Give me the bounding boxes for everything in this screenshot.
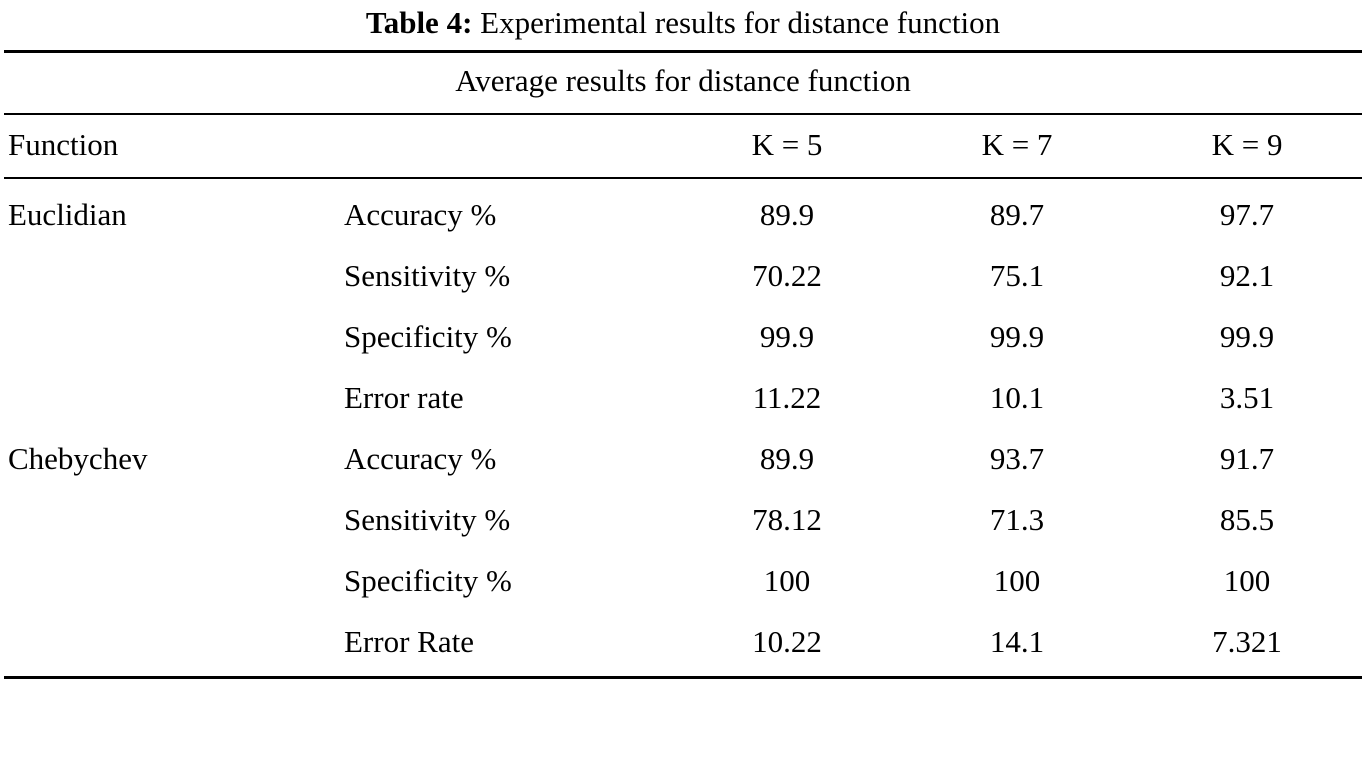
cell-metric: Accuracy %: [344, 441, 497, 476]
table-caption: [4, 0, 1362, 50]
column-header-k5: K = 5: [672, 114, 902, 178]
cell-k5: 89.9: [759, 441, 815, 476]
cell-function: [4, 611, 344, 676]
cell-metric: Error rate: [344, 380, 464, 415]
table-row: [4, 306, 1362, 367]
cell-k7: 10.1: [989, 380, 1045, 415]
cell-k7: 71.3: [989, 502, 1045, 537]
cell-function: Chebychev: [8, 441, 148, 476]
column-header-k7: K = 7: [902, 114, 1132, 178]
table-header: [4, 52, 1362, 179]
table-row: [4, 550, 1362, 611]
cell-k9: 85.5: [1219, 502, 1275, 537]
table-row: [4, 367, 1362, 428]
cell-k7: 99.9: [989, 319, 1045, 354]
cell-k9: 99.9: [1219, 319, 1275, 354]
cell-function: [4, 367, 344, 428]
cell-function: [4, 306, 344, 367]
cell-function: [4, 489, 344, 550]
table-span-header: Average results for distance function: [4, 52, 1362, 115]
cell-metric: Sensitivity %: [344, 258, 511, 293]
table-row: [4, 245, 1362, 306]
table-caption-label: Table 4:: [365, 5, 473, 40]
table-rule-top: [4, 52, 1362, 115]
cell-metric: Specificity %: [344, 563, 512, 598]
cell-k5: 89.9: [672, 178, 902, 245]
cell-k5: 78.12: [752, 502, 822, 537]
cell-k9: 91.7: [1219, 441, 1275, 476]
cell-function: [4, 245, 344, 306]
cell-k5: 99.9: [759, 319, 815, 354]
column-header-function: Function: [4, 114, 344, 178]
table-body: [4, 178, 1362, 676]
cell-k9: 7.321: [1212, 624, 1282, 659]
cell-metric: Accuracy %: [344, 178, 672, 245]
cell-k5: 10.22: [752, 624, 822, 659]
table-caption-text: Experimental results for distance function: [480, 5, 1001, 40]
table-row: [4, 178, 1362, 245]
cell-metric: Specificity %: [344, 319, 512, 354]
cell-k5: 70.22: [752, 258, 822, 293]
cell-k9: 92.1: [1219, 258, 1275, 293]
cell-function: Euclidian: [4, 178, 344, 245]
cell-k7: 100: [993, 563, 1041, 598]
table-rule-bottom: [4, 676, 1362, 679]
cell-function: [4, 550, 344, 611]
cell-k7: 75.1: [989, 258, 1045, 293]
results-table: [4, 50, 1362, 676]
cell-k9: 100: [1223, 563, 1271, 598]
table-row: [4, 489, 1362, 550]
table-row: [4, 428, 1362, 489]
cell-k7: 89.7: [902, 178, 1132, 245]
table-row: [4, 611, 1362, 676]
column-header-k9: K = 9: [1132, 114, 1362, 178]
cell-k7: 93.7: [989, 441, 1045, 476]
cell-k5: 11.22: [752, 380, 822, 415]
cell-k7: 14.1: [989, 624, 1045, 659]
cell-k9: 97.7: [1132, 178, 1362, 245]
table-column-header-row: [4, 114, 1362, 178]
cell-k9: 3.51: [1219, 380, 1275, 415]
cell-metric: Sensitivity %: [344, 502, 511, 537]
cell-metric: Error Rate: [344, 624, 474, 659]
column-header-metric: [344, 114, 672, 178]
cell-k5: 100: [763, 563, 811, 598]
